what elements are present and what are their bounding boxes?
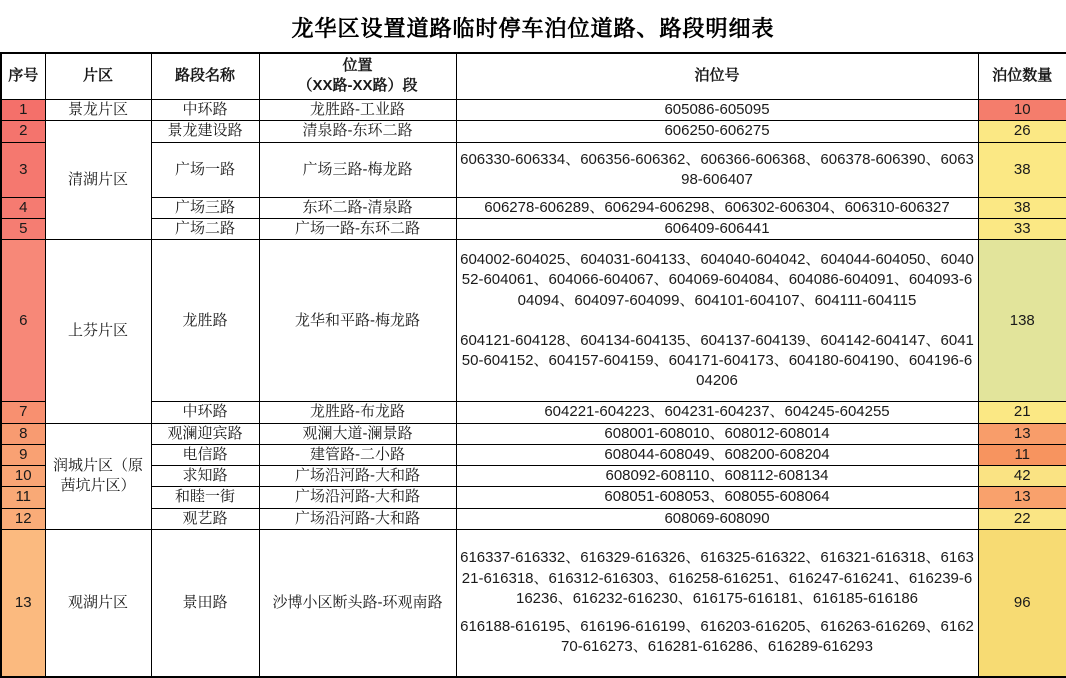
col-header-location — [259, 53, 456, 99]
cell-no: 10 — [1, 466, 45, 487]
cell-no: 1 — [1, 99, 45, 120]
cell-road: 广场三路 — [151, 197, 259, 218]
col-header-count: 泊位数量 — [978, 53, 1066, 99]
cell-area: 景龙片区 — [45, 99, 151, 120]
cell-berths: 606250-606275 — [456, 120, 978, 142]
col-header-location-line1: 位置 — [342, 57, 373, 74]
cell-berths: 608069-608090 — [456, 508, 978, 529]
cell-count: 10 — [978, 99, 1066, 120]
cell-berths: 608001-608010、608012-608014 — [456, 423, 978, 444]
col-header-area: 片区 — [45, 53, 151, 99]
cell-berths — [456, 240, 978, 402]
cell-road: 广场一路 — [151, 142, 259, 197]
table-row — [1, 444, 1066, 465]
berth-paragraph: 604002-604025、604031-604133、604040-604042、604044-604050、604052-604061、604066-604067、604069-604084、604086-604091、604093-604094、604097-604099、604101-604107、604111-604115 — [460, 251, 974, 309]
cell-count: 96 — [978, 529, 1066, 677]
cell-count: 138 — [978, 240, 1066, 402]
cell-road: 中环路 — [151, 402, 259, 423]
page-title: 龙华区设置道路临时停车泊位道路、路段明细表 — [291, 16, 775, 41]
cell-count: 11 — [978, 444, 1066, 465]
cell-no: 8 — [1, 423, 45, 444]
cell-road: 中环路 — [151, 99, 259, 120]
col-header-location-line2: （XX路-XX路）段 — [297, 77, 418, 95]
cell-no: 11 — [1, 487, 45, 508]
cell-road: 龙胜路 — [151, 240, 259, 402]
cell-road: 景龙建设路 — [151, 120, 259, 142]
cell-road: 观澜迎宾路 — [151, 423, 259, 444]
table-row — [1, 508, 1066, 529]
col-header-berths: 泊位号 — [456, 53, 978, 99]
table-row — [1, 529, 1066, 677]
col-header-no: 序号 — [1, 53, 45, 99]
cell-road: 求知路 — [151, 466, 259, 487]
cell-berths: 608051-608053、608055-608064 — [456, 487, 978, 508]
parking-berth-table — [0, 52, 1066, 678]
berth-paragraph: 616188-616195、616196-616199、616203-616205、616263-616269、616270-616273、616281-616286、616289-616293 — [460, 618, 974, 656]
cell-count: 13 — [978, 423, 1066, 444]
cell-area: 上芬片区 — [45, 240, 151, 423]
cell-count: 38 — [978, 142, 1066, 197]
cell-no: 2 — [1, 120, 45, 142]
cell-area: 润城片区（原茜坑片区） — [45, 423, 151, 529]
table-row — [1, 99, 1066, 120]
cell-no: 3 — [1, 142, 45, 197]
cell-location: 建管路-二小路 — [259, 444, 456, 465]
cell-location: 广场沿河路-大和路 — [259, 508, 456, 529]
cell-location: 东环二路-清泉路 — [259, 197, 456, 218]
cell-berths: 608092-608110、608112-608134 — [456, 466, 978, 487]
cell-road: 观艺路 — [151, 508, 259, 529]
cell-berths — [456, 529, 978, 677]
cell-location: 观澜大道-澜景路 — [259, 423, 456, 444]
cell-berths: 606409-606441 — [456, 219, 978, 240]
cell-no: 9 — [1, 444, 45, 465]
cell-road: 和睦一街 — [151, 487, 259, 508]
table-row — [1, 466, 1066, 487]
cell-berths: 608044-608049、608200-608204 — [456, 444, 978, 465]
cell-location: 龙胜路-工业路 — [259, 99, 456, 120]
cell-area: 观湖片区 — [45, 529, 151, 677]
cell-berths: 606278-606289、606294-606298、606302-606304、606310-606327 — [456, 197, 978, 218]
table-row — [1, 219, 1066, 240]
cell-berths: 605086-605095 — [456, 99, 978, 120]
cell-no: 5 — [1, 219, 45, 240]
cell-no: 12 — [1, 508, 45, 529]
cell-road: 广场二路 — [151, 219, 259, 240]
cell-count: 21 — [978, 402, 1066, 423]
cell-location: 广场沿河路-大和路 — [259, 466, 456, 487]
table-row — [1, 197, 1066, 218]
table-row — [1, 142, 1066, 197]
cell-location: 广场三路-梅龙路 — [259, 142, 456, 197]
cell-count: 26 — [978, 120, 1066, 142]
berth-paragraph: 604121-604128、604134-604135、604137-604139、604142-604147、604150-604152、604157-604159、604171-604173、604180-604190、604196-604206 — [460, 331, 974, 390]
col-header-road: 路段名称 — [151, 53, 259, 99]
cell-road: 电信路 — [151, 444, 259, 465]
cell-berths: 604221-604223、604231-604237、604245-604255 — [456, 402, 978, 423]
cell-location: 清泉路-东环二路 — [259, 120, 456, 142]
cell-area: 清湖片区 — [45, 120, 151, 240]
cell-location: 沙博小区断头路-环观南路 — [259, 529, 456, 677]
cell-no: 4 — [1, 197, 45, 218]
cell-count: 22 — [978, 508, 1066, 529]
cell-location: 龙华和平路-梅龙路 — [259, 240, 456, 402]
cell-no: 6 — [1, 240, 45, 402]
table-row — [1, 240, 1066, 402]
cell-count: 13 — [978, 487, 1066, 508]
cell-count: 33 — [978, 219, 1066, 240]
table-row — [1, 423, 1066, 444]
berth-paragraph: 616337-616332、616329-616326、616325-616322、616321-616318、616321-616318、616312-616303、616258-616251、616247-616241、616239-616236、616232-616230、616175-616181、616185-616186 — [460, 549, 974, 607]
cell-no: 13 — [1, 529, 45, 677]
table-row — [1, 120, 1066, 142]
cell-location: 广场沿河路-大和路 — [259, 487, 456, 508]
cell-count: 42 — [978, 466, 1066, 487]
cell-road: 景田路 — [151, 529, 259, 677]
table-row — [1, 402, 1066, 423]
cell-location: 广场一路-东环二路 — [259, 219, 456, 240]
header-row — [1, 53, 1066, 99]
cell-count: 38 — [978, 197, 1066, 218]
cell-location: 龙胜路-布龙路 — [259, 402, 456, 423]
cell-no: 7 — [1, 402, 45, 423]
cell-berths: 606330-606334、606356-606362、606366-606368、606378-606390、606398-606407 — [456, 142, 978, 197]
table-row — [1, 487, 1066, 508]
